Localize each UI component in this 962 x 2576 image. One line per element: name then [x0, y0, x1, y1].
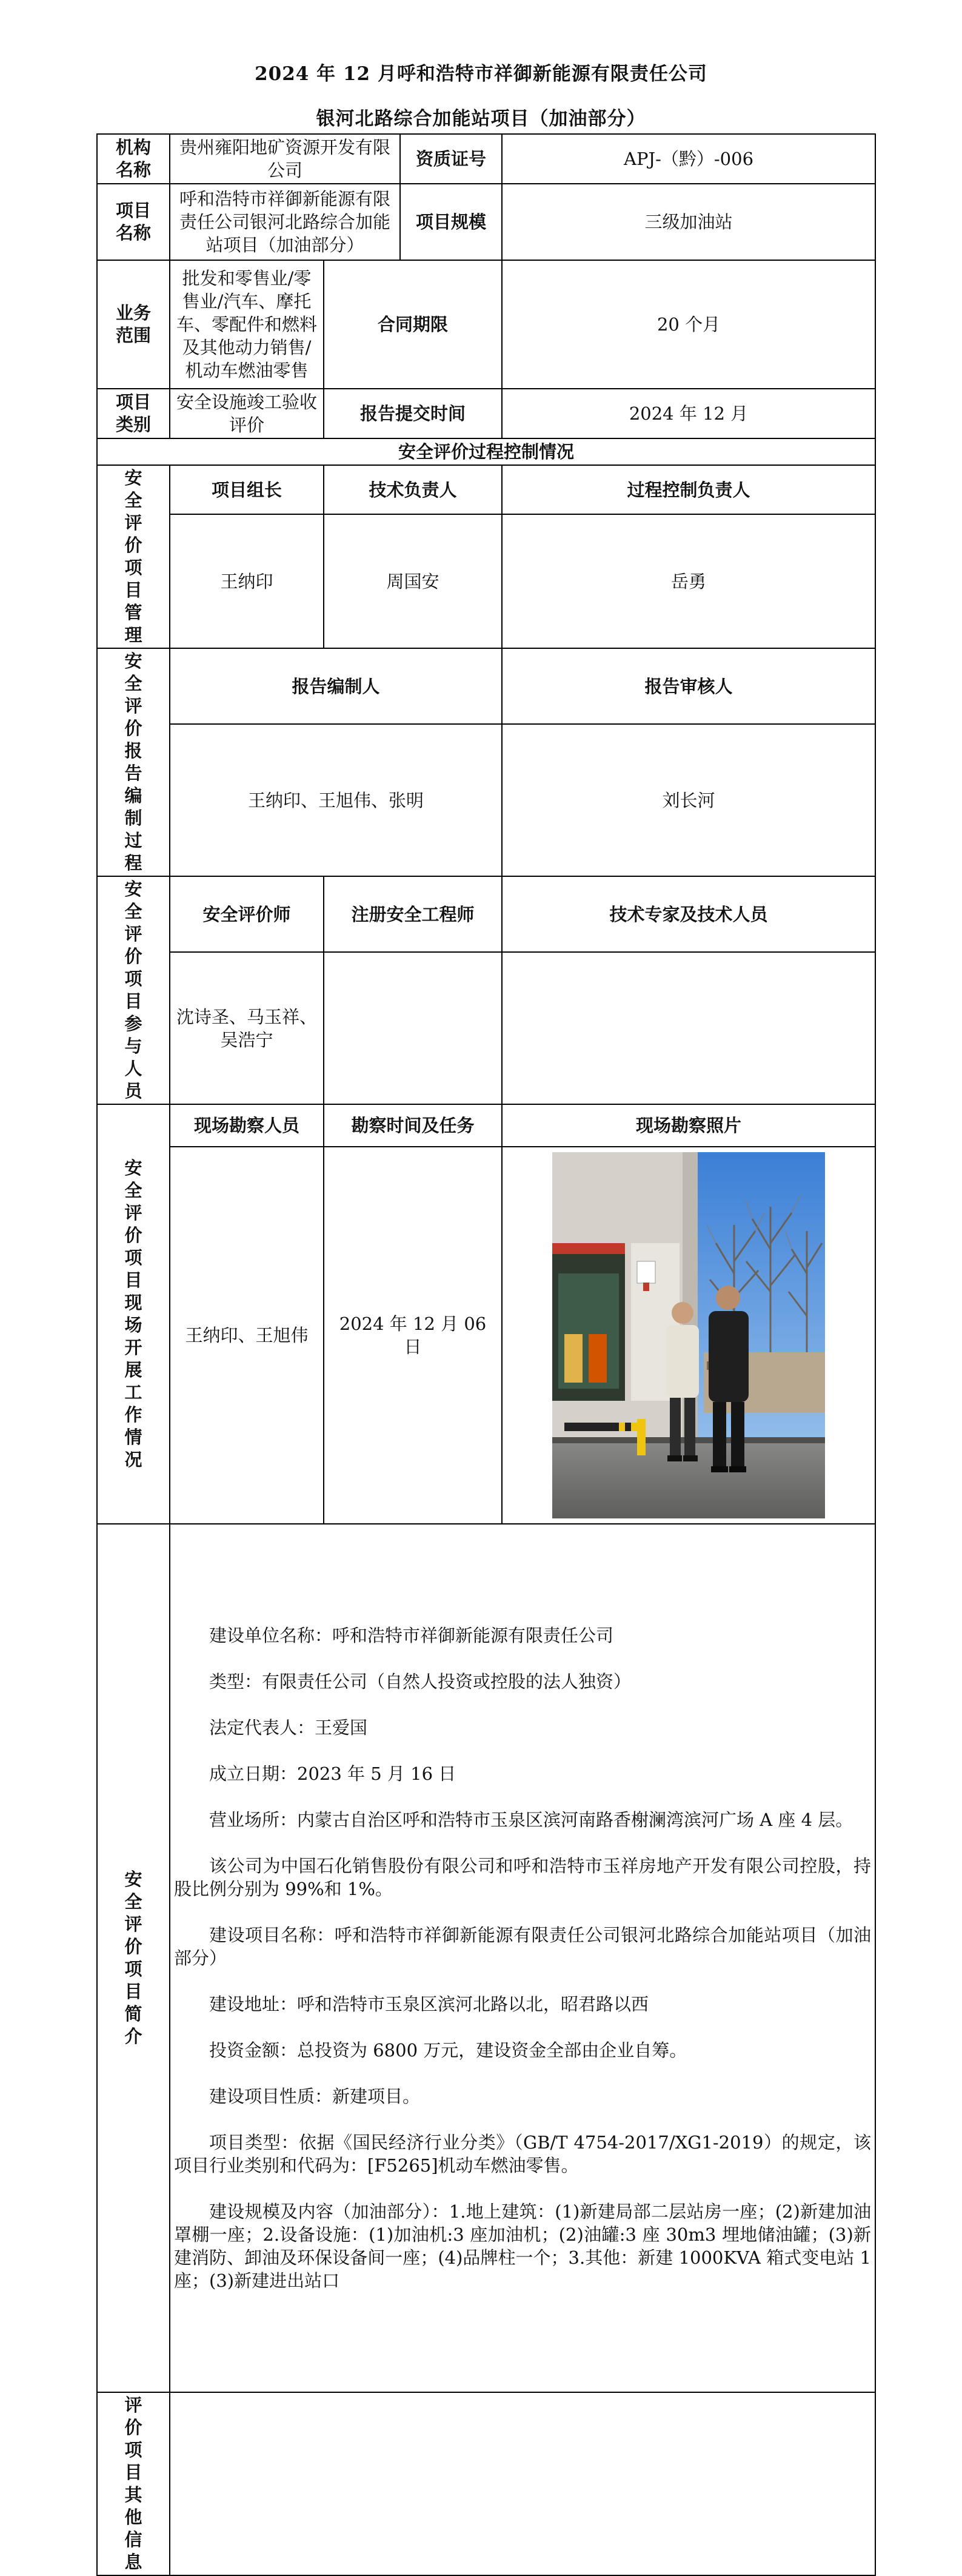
- intro-paragraph: 投资金额：总投资为 6800 万元，建设资金全部由企业自筹。: [209, 2040, 687, 2061]
- intro-paragraph: 建设规模及内容（加油部分）：1.地上建筑：(1)新建局部二层站房一座；(2)新建加油罩棚一座；2.设备设施：(1)加油机:3 座加油机；(2)油罐:3 座 30m3 埋地储油罐；(3)新建消防、卸油及环保设备间一座；(4)品牌柱一个；3.其他：新建 1000KVA 箱式变电站 1 座；(3)新建进出站口: [174, 2201, 872, 2291]
- report-table: [96, 133, 876, 2576]
- intro-label: 安全评价项目简介: [97, 1524, 170, 2392]
- site-header-photo: 现场勘察照片: [502, 1104, 875, 1147]
- mgmt-header-process: 过程控制负责人: [502, 465, 875, 514]
- staff-header-engineer: 注册安全工程师: [324, 876, 502, 952]
- scale-value: 三级加油站: [502, 184, 875, 260]
- category-value: 安全设施竣工验收评价: [170, 389, 324, 438]
- term-value: 20 个月: [502, 260, 875, 389]
- site-header-people: 现场勘察人员: [170, 1104, 324, 1147]
- business-value: 批发和零售业/零售业/汽车、摩托车、零配件和燃料及其他动力销售/机动车燃油零售: [170, 260, 324, 389]
- site-survey-photo: [552, 1152, 825, 1518]
- mgmt-value-tech: 周国安: [324, 514, 502, 648]
- staff-label: 安全评价项目参与人员: [97, 876, 170, 1104]
- org-label: 机构名称: [97, 134, 170, 184]
- business-label: 业务范围: [97, 260, 170, 389]
- project-value: 呼和浩特市祥御新能源有限责任公司银河北路综合加能站项目（加油部分）: [170, 184, 400, 260]
- intro-paragraph: 成立日期：2023 年 5 月 16 日: [209, 1763, 456, 1784]
- intro-paragraph: 营业场所：内蒙古自治区呼和浩特市玉泉区滨河南路香榭澜湾滨河广场 A 座 4 层。: [209, 1810, 853, 1830]
- intro-paragraph: 类型：有限责任公司（自然人投资或控股的法人独资）: [209, 1671, 632, 1692]
- submit-label: 报告提交时间: [324, 389, 502, 438]
- site-value-people: 王纳印、王旭伟: [170, 1147, 324, 1524]
- site-header-time: 勘察时间及任务: [324, 1104, 502, 1147]
- mgmt-header-tech: 技术负责人: [324, 465, 502, 514]
- mgmt-header-leader: 项目组长: [170, 465, 324, 514]
- mgmt-value-process: 岳勇: [502, 514, 875, 648]
- site-label: 安全评价项目现场开展工作情况: [97, 1104, 170, 1524]
- intro-paragraph: 法定代表人：王爱国: [209, 1717, 368, 1738]
- intro-paragraph: 建设项目名称：呼和浩特市祥御新能源有限责任公司银河北路综合加能站项目（加油部分）: [174, 1925, 872, 1968]
- org-value: 贵州雍阳地矿资源开发有限公司: [170, 134, 400, 184]
- report-header-reviewer: 报告审核人: [502, 648, 875, 724]
- other-value: [170, 2392, 875, 2575]
- staff-value-engineer: [324, 952, 502, 1104]
- intro-paragraph: 项目类型：依据《国民经济行业分类》（GB/T 4754-2017/XG1-2019）的规定，该项目行业类别和代码为：[F5265]机动车燃油零售。: [174, 2132, 872, 2176]
- staff-header-experts: 技术专家及技术人员: [502, 876, 875, 952]
- other-label: 评价项目其他信息: [97, 2392, 170, 2575]
- report-label: 安全评价报告编制过程: [97, 648, 170, 876]
- cert-label: 资质证号: [400, 134, 502, 184]
- scale-label: 项目规模: [400, 184, 502, 260]
- report-value-reviewer: 刘长河: [502, 724, 875, 876]
- project-label: 项目名称: [97, 184, 170, 260]
- intro-paragraph: 建设项目性质：新建项目。: [209, 2086, 421, 2107]
- category-label: 项目类别: [97, 389, 170, 438]
- term-label: 合同期限: [324, 260, 502, 389]
- report-title-line2: 银河北路综合加能站项目（加油部分）: [316, 108, 646, 130]
- staff-value-experts: [502, 952, 875, 1104]
- cert-value: APJ-（黔）-006: [502, 134, 875, 184]
- intro-paragraph: 该公司为中国石化销售股份有限公司和呼和浩特市玉祥房地产开发有限公司控股，持股比例分别为 99%和 1%。: [174, 1856, 872, 1899]
- submit-value: 2024 年 12 月: [502, 389, 875, 438]
- intro-paragraph: 建设地址：呼和浩特市玉泉区滨河北路以北，昭君路以西: [209, 1994, 649, 2014]
- report-value-writers: 王纳印、王旭伟、张明: [170, 724, 502, 876]
- site-value-date: 2024 年 12 月 06 日: [324, 1147, 502, 1524]
- mgmt-value-leader: 王纳印: [170, 514, 324, 648]
- staff-header-evaluator: 安全评价师: [170, 876, 324, 952]
- staff-value-evaluator: 沈诗圣、马玉祥、吴浩宁: [170, 952, 324, 1104]
- process-section-title: 安全评价过程控制情况: [97, 438, 875, 465]
- report-header-writers: 报告编制人: [170, 648, 502, 724]
- intro-text: [170, 1524, 875, 2392]
- mgmt-label: 安全评价项目管理: [97, 465, 170, 648]
- site-photo-cell: [502, 1147, 875, 1524]
- intro-paragraph: 建设单位名称：呼和浩特市祥御新能源有限责任公司: [209, 1625, 614, 1646]
- report-title-line1: 2024 年 12 月呼和浩特市祥御新能源有限责任公司: [255, 63, 707, 85]
